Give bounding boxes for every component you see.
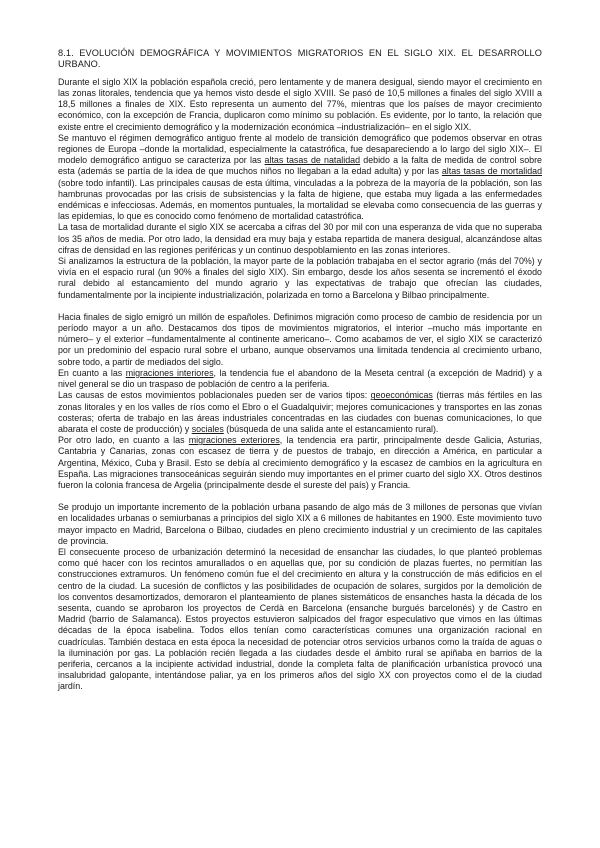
paragraph-urbanization: El consecuente proceso de urbanización determinó la necesidad de ensanchar las ciudades, lo que planteó problemas como qué hacer con los recintos amurallados o en aquellas que, por su condición de plazas fuertes, no permitían las construcciones extramuros. Un fenómeno común fue el del crecimiento en altura y la construcción de más edificios en el centro de la ciudad. La sucesión de conflictos y las posibilidades de ocupación de solares, surgidos por la demolición de los conventos desamortizados, demoraron el planteamiento de planes sistemáticos de ensanches hasta la década de los sesenta, cuando se aprobaron los proyectos de Cerdà en Barcelona (ensanche burgués barcelonés) y de Castro en Madrid (barrio de Salamanca). Estos proyectos estuvieron salpicados del fragor especulativo que vimos en las últimas décadas de la época isabelina. Todos ellos tenían como características comunes una organización racional en cuadrículas. También destaca en esta época la necesidad de potenciar otros servicios urbanos como la traída de aguas o la iluminación por gas. La población recién llegada a las ciudades desde el ámbito rural se apiñaba en barrios de la periferia, cercanos a la incipiente actividad industrial, donde la completa falta de planificación urbanística provocó una insalubridad galopante, intentándose paliar, ya en los primeros años del siglo XX con proyectos como el de la ciudad jardín. [58, 546, 542, 692]
paragraph-mortality-rate: La tasa de mortalidad durante el siglo XIX se acercaba a cifras del 30 por mil con una esperanza de vida que no superaba los 35 años de media. Por otro lado, la densidad era muy baja y estaba repartida de manera desigual, alcanzándose altas cifras de densidad en las regiones periféricas y un continuo despoblamiento en las zonas interiores. [58, 222, 542, 255]
paragraph-urban-growth: Se produjo un importante incremento de la población urbana pasando de algo más de 3 millones de personas que vivían en localidades urbanas o semiurbanas a principios del siglo XIX a 6 millones de habitantes en 1900. Este movimiento tuvo mayor impacto en Madrid, Barcelona o Bilbao, ciudades en pleno crecimiento industrial y un crecimiento de las capitales de provincia. [58, 502, 542, 546]
paragraph-demographic-regime: Se mantuvo el régimen demográfico antiguo frente al modelo de transición demográfico que podemos observar en otras regiones de Europa –donde la mortalidad, especialmente la catastrófica, fue desapareciendo a lo largo del siglo XIX–. El modelo demográfico antiguo se caracteriza por las altas tasas de natalidad debido a la falta de medida de control sobre esta (además se partía de la idea de que muchos niños no llegaban a la edad adulta) y por las altas tasas de mortalidad (sobre todo infantil). Las principales causas de esta última, vinculadas a la pobreza de la mayoría de la población, son las hambrunas provocadas por las crisis de subsistencias y la falta de higiene, que estaba muy ligada a las enfermedades endémicas e infecciosas. Además, en momentos puntuales, la mortalidad se elevaba como consecuencia de las guerras y las epidemias, lo que es conocido como fenómeno de mortalidad catastrófica. [58, 132, 543, 222]
underlined-term: altas tasas de natalidad [264, 155, 361, 166]
underlined-term: altas tasas de mortalidad [441, 166, 543, 177]
paragraph-emigration: Hacia finales de siglo emigró un millón de españoles. Definimos migración como proceso de cambio de residencia por un período mayor a un año. Destacamos dos tipos de movimientos migratorios, el interior –mucho más importante en número– y el exterior –fundamentalmente al continente americano–. Como acabamos de ver, el siglo XIX se caracterizó por un predominio del espacio rural sobre el urbano, aunque observamos una limitada tendencia al crecimiento urbano, sobre todo, a partir de mediados del siglo. [58, 311, 542, 367]
paragraph-internal-migrations: En cuanto a las migraciones interiores, la tendencia fue el abandono de la Meseta central (a excepción de Madrid) y a nivel general se dio un traspaso de población de centro a la periferia. [58, 367, 542, 390]
section-spacer [58, 301, 542, 312]
section-spacer [58, 491, 542, 502]
underlined-term: migraciones interiores [125, 367, 214, 378]
document-title: 8.1. EVOLUCIÓN DEMOGRÁFICA Y MOVIMIENTOS MIGRATORIOS EN EL SIGLO XIX. EL DESARROLLO URBANO. [58, 48, 542, 70]
underlined-term: sociales [191, 423, 224, 434]
paragraph-population-structure: Si analizamos la estructura de la población, la mayor parte de la población trabajaba en el sector agrario (más del 70%) y vivía en el espacio rural (un 90% a finales del siglo XIX). Sin embargo, desde los años sesenta se incrementó el éxodo rural debido al estancamiento del mundo agrario y las expectativas de trabajo que ofrecían las ciudades, fundamentalmente por la incipiente industrialización, polarizada en torno a Barcelona y Bilbao principalmente. [58, 256, 542, 300]
paragraph-external-migrations: Por otro lado, en cuanto a las migraciones exteriores, la tendencia era partir, principalmente desde Galicia, Asturias, Cantabria y Canarias, zonas con escasez de tierra y de puestos de trabajo, en dirección a América, en particular a Argentina, México, Cuba y Brasil. Esto se debía al crecimiento demográfico y la escasez de cambios en la agricultura en España. Las migraciones transoceánicas seguirán siendo muy importantes en el primer cuarto del siglo XX. Otros destinos fueron la colonia francesa de Argelia (principalmente desde el sureste del país) y Francia. [58, 435, 542, 490]
underlined-term: migraciones exteriores [188, 435, 280, 446]
document-page [58, 48, 542, 693]
paragraph-population-growth: Durante el siglo XIX la población española creció, pero lentamente y de manera desigual, siendo mayor el crecimiento en las zonas litorales, tendencia que ya hemos visto desde el siglo XVIII. Se pasó de 10,5 millones a finales del siglo XVIII a 18,5 millones a finales de XIX. Esto representa un aumento del 77%, mientras que los países de mayor crecimiento económico, con la excepción de Francia, duplicaron como mínimo su población. Es evidente, por lo tanto, la relación que existe entre el crecimiento demográfico y la modernización económica –industrialización– en el siglo XIX. [58, 76, 542, 132]
underlined-term: geoeconómicas [370, 390, 433, 401]
paragraph-migration-causes: Las causas de estos movimientos poblacionales pueden ser de varios tipos: geoeconómicas (tierras más fértiles en las zonas litorales y en los valles de ríos como el Ebro o el Guadalquivir; mejores comunicaciones y transportes en las zonas costeras; oferta de trabajo en las áreas industriales concentradas en las ciudades con buenas comunicaciones, lo que abarata el coste de producción) y sociales (búsqueda de una salida ante el estancamiento rural). [58, 390, 542, 434]
